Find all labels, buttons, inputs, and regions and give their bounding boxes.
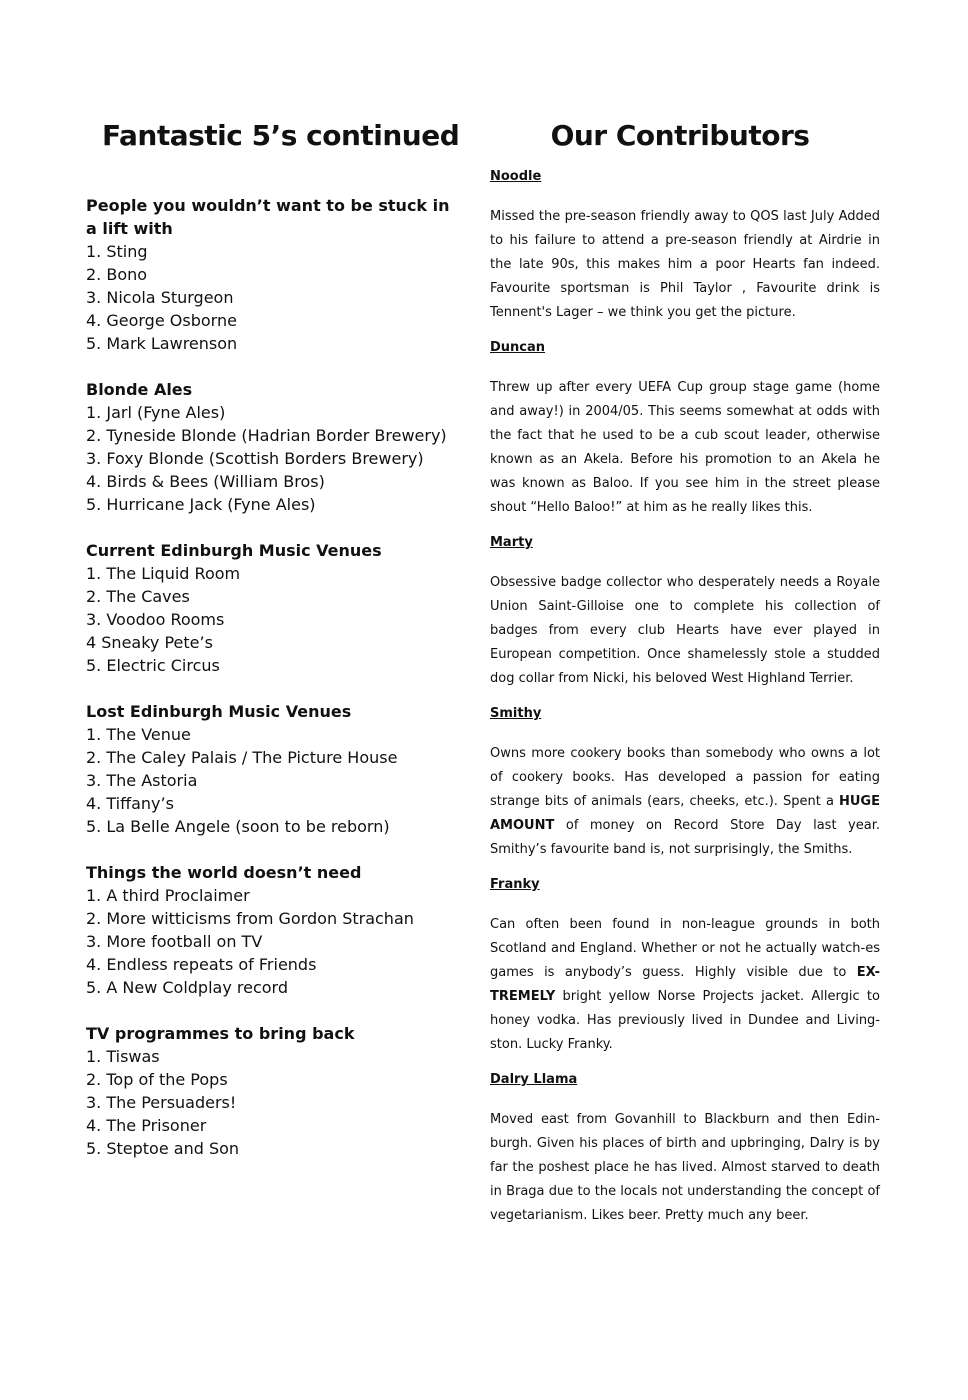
contributors-title: Our Contributors bbox=[550, 119, 810, 152]
contributor-bio bbox=[490, 376, 880, 520]
list-item: 4. Tiffany’s bbox=[86, 794, 174, 813]
bio-text: Owns more cookery books than somebody who owns a lot of cookery books. Has developed a passion for eating strange bits of animals (ears, cheeks, etc.). Spent a bbox=[490, 746, 880, 809]
list-item: 2. Bono bbox=[86, 265, 148, 284]
section-heading: Things the world doesn’t need bbox=[86, 863, 362, 882]
section-heading: Current Edinburgh Music Venues bbox=[86, 541, 382, 560]
list-section bbox=[86, 700, 456, 838]
list-item: 4. Endless repeats of Friends bbox=[86, 955, 317, 974]
section-heading: Lost Edinburgh Music Venues bbox=[86, 702, 352, 721]
list-item: 1. The Liquid Room bbox=[86, 564, 241, 583]
bio-text: of money on Record Store Day last year. Smithy’s favourite band is, not surprisingly, the Smiths. bbox=[490, 818, 880, 857]
list-item: 2. Tyneside Blonde (Hadrian Border Brewery) bbox=[86, 426, 447, 445]
bio-text: Missed the pre-season friendly away to QOS last July Added to his failure to attend a pre-season friendly at Airdrie in the late 90s, this makes him a poor Hearts fan indeed. Favourite sportsman is Phil Taylor , Favourite drink is Tennent's Lager – we think you get the picture. bbox=[490, 209, 880, 320]
list-item: 4. George Osborne bbox=[86, 311, 237, 330]
section-heading: Blonde Ales bbox=[86, 380, 193, 399]
list-item: 3. More football on TV bbox=[86, 932, 263, 951]
list-section bbox=[86, 378, 456, 516]
page-title: Fantastic 5’s continued bbox=[102, 119, 460, 152]
list-item: 3. The Astoria bbox=[86, 771, 198, 790]
contributor-name: Noodle bbox=[490, 169, 542, 184]
section-heading: People you wouldn’t want to be stuck in a lift with bbox=[86, 196, 450, 238]
right-column bbox=[490, 112, 880, 1242]
list-item: 5. A New Coldplay record bbox=[86, 978, 288, 997]
left-column bbox=[86, 112, 460, 1183]
list-section bbox=[86, 1022, 456, 1160]
list-section bbox=[86, 194, 456, 355]
bio-text: Can often been found in non-league grounds in both Scotland and England. Whether or not he actually watch-es games is anybody’s guess. Highly visible due to bbox=[490, 917, 880, 980]
list-item: 3. Nicola Sturgeon bbox=[86, 288, 234, 307]
list-item: 4. The Prisoner bbox=[86, 1116, 207, 1135]
list-item: 1. Sting bbox=[86, 242, 148, 261]
list-item: 5. Hurricane Jack (Fyne Ales) bbox=[86, 495, 316, 514]
contributor-name: Dalry Llama bbox=[490, 1072, 578, 1087]
list-section bbox=[86, 861, 456, 999]
bio-emphasis: HUGE AMOUNT bbox=[490, 794, 880, 833]
list-item: 1. A third Proclaimer bbox=[86, 886, 250, 905]
list-item: 2. More witticisms from Gordon Strachan bbox=[86, 909, 414, 928]
list-item: 5. Electric Circus bbox=[86, 656, 220, 675]
bio-emphasis: EX-TREMELY bbox=[490, 965, 880, 1004]
list-section bbox=[86, 539, 456, 677]
list-item: 3. Foxy Blonde (Scottish Borders Brewery) bbox=[86, 449, 424, 468]
list-item: 5. Mark Lawrenson bbox=[86, 334, 238, 353]
list-item: 2. The Caves bbox=[86, 587, 190, 606]
section-heading: TV programmes to bring back bbox=[86, 1024, 355, 1043]
list-item: 2. The Caley Palais / The Picture House bbox=[86, 748, 398, 767]
contributor-bio bbox=[490, 571, 880, 691]
contributor-name: Smithy bbox=[490, 706, 542, 721]
list-item: 2. Top of the Pops bbox=[86, 1070, 228, 1089]
list-item: 1. Tiswas bbox=[86, 1047, 160, 1066]
contributor-bio bbox=[490, 913, 880, 1057]
list-item: 5. Steptoe and Son bbox=[86, 1139, 240, 1158]
contributor-bio bbox=[490, 205, 880, 325]
contributor-name: Marty bbox=[490, 535, 533, 550]
contributor-bio bbox=[490, 742, 880, 862]
contributor-bio bbox=[490, 1108, 880, 1228]
list-item: 3. Voodoo Rooms bbox=[86, 610, 225, 629]
contributors-list bbox=[490, 168, 880, 1228]
contributor-name: Franky bbox=[490, 877, 540, 892]
list-item: 5. La Belle Angele (soon to be reborn) bbox=[86, 817, 390, 836]
list-item: 1. Jarl (Fyne Ales) bbox=[86, 403, 226, 422]
list-item: 4. Birds & Bees (William Bros) bbox=[86, 472, 325, 491]
bio-text: Moved east from Govanhill to Blackburn and then Edin-burgh. Given his places of birth and upbringing, Dalry is by far the poshest place he has lived. Almost starved to death in Braga due to the locals not understanding the concept of vegetarianism. Likes beer. Pretty much any beer. bbox=[490, 1112, 880, 1223]
bio-text: Obsessive badge collector who desperately needs a Royale Union Saint-Gilloise one to complete his collection of badges from every club Hearts have ever played in European competition. Once shamelessly stole a studded dog collar from Nicki, his beloved West Highland Terrier. bbox=[490, 575, 880, 686]
list-item: 1. The Venue bbox=[86, 725, 191, 744]
list-item: 4 Sneaky Pete’s bbox=[86, 633, 213, 652]
contributor-name: Duncan bbox=[490, 340, 546, 355]
fantastic-five-lists bbox=[86, 194, 456, 1160]
list-item: 3. The Persuaders! bbox=[86, 1093, 237, 1112]
bio-text: Threw up after every UEFA Cup group stage game (home and away!) in 2004/05. This seems somewhat at odds with the fact that he used to be a cub scout leader, otherwise known as an Akela. Before his promotion to an Akela he was known as Baloo. If you see him in the street please shout “Hello Baloo!” at him as he really likes this. bbox=[490, 380, 880, 515]
bio-text: bright yellow Norse Projects jacket. Allergic to honey vodka. Has previously lived in Dundee and Living-ston. Lucky Franky. bbox=[490, 989, 880, 1052]
